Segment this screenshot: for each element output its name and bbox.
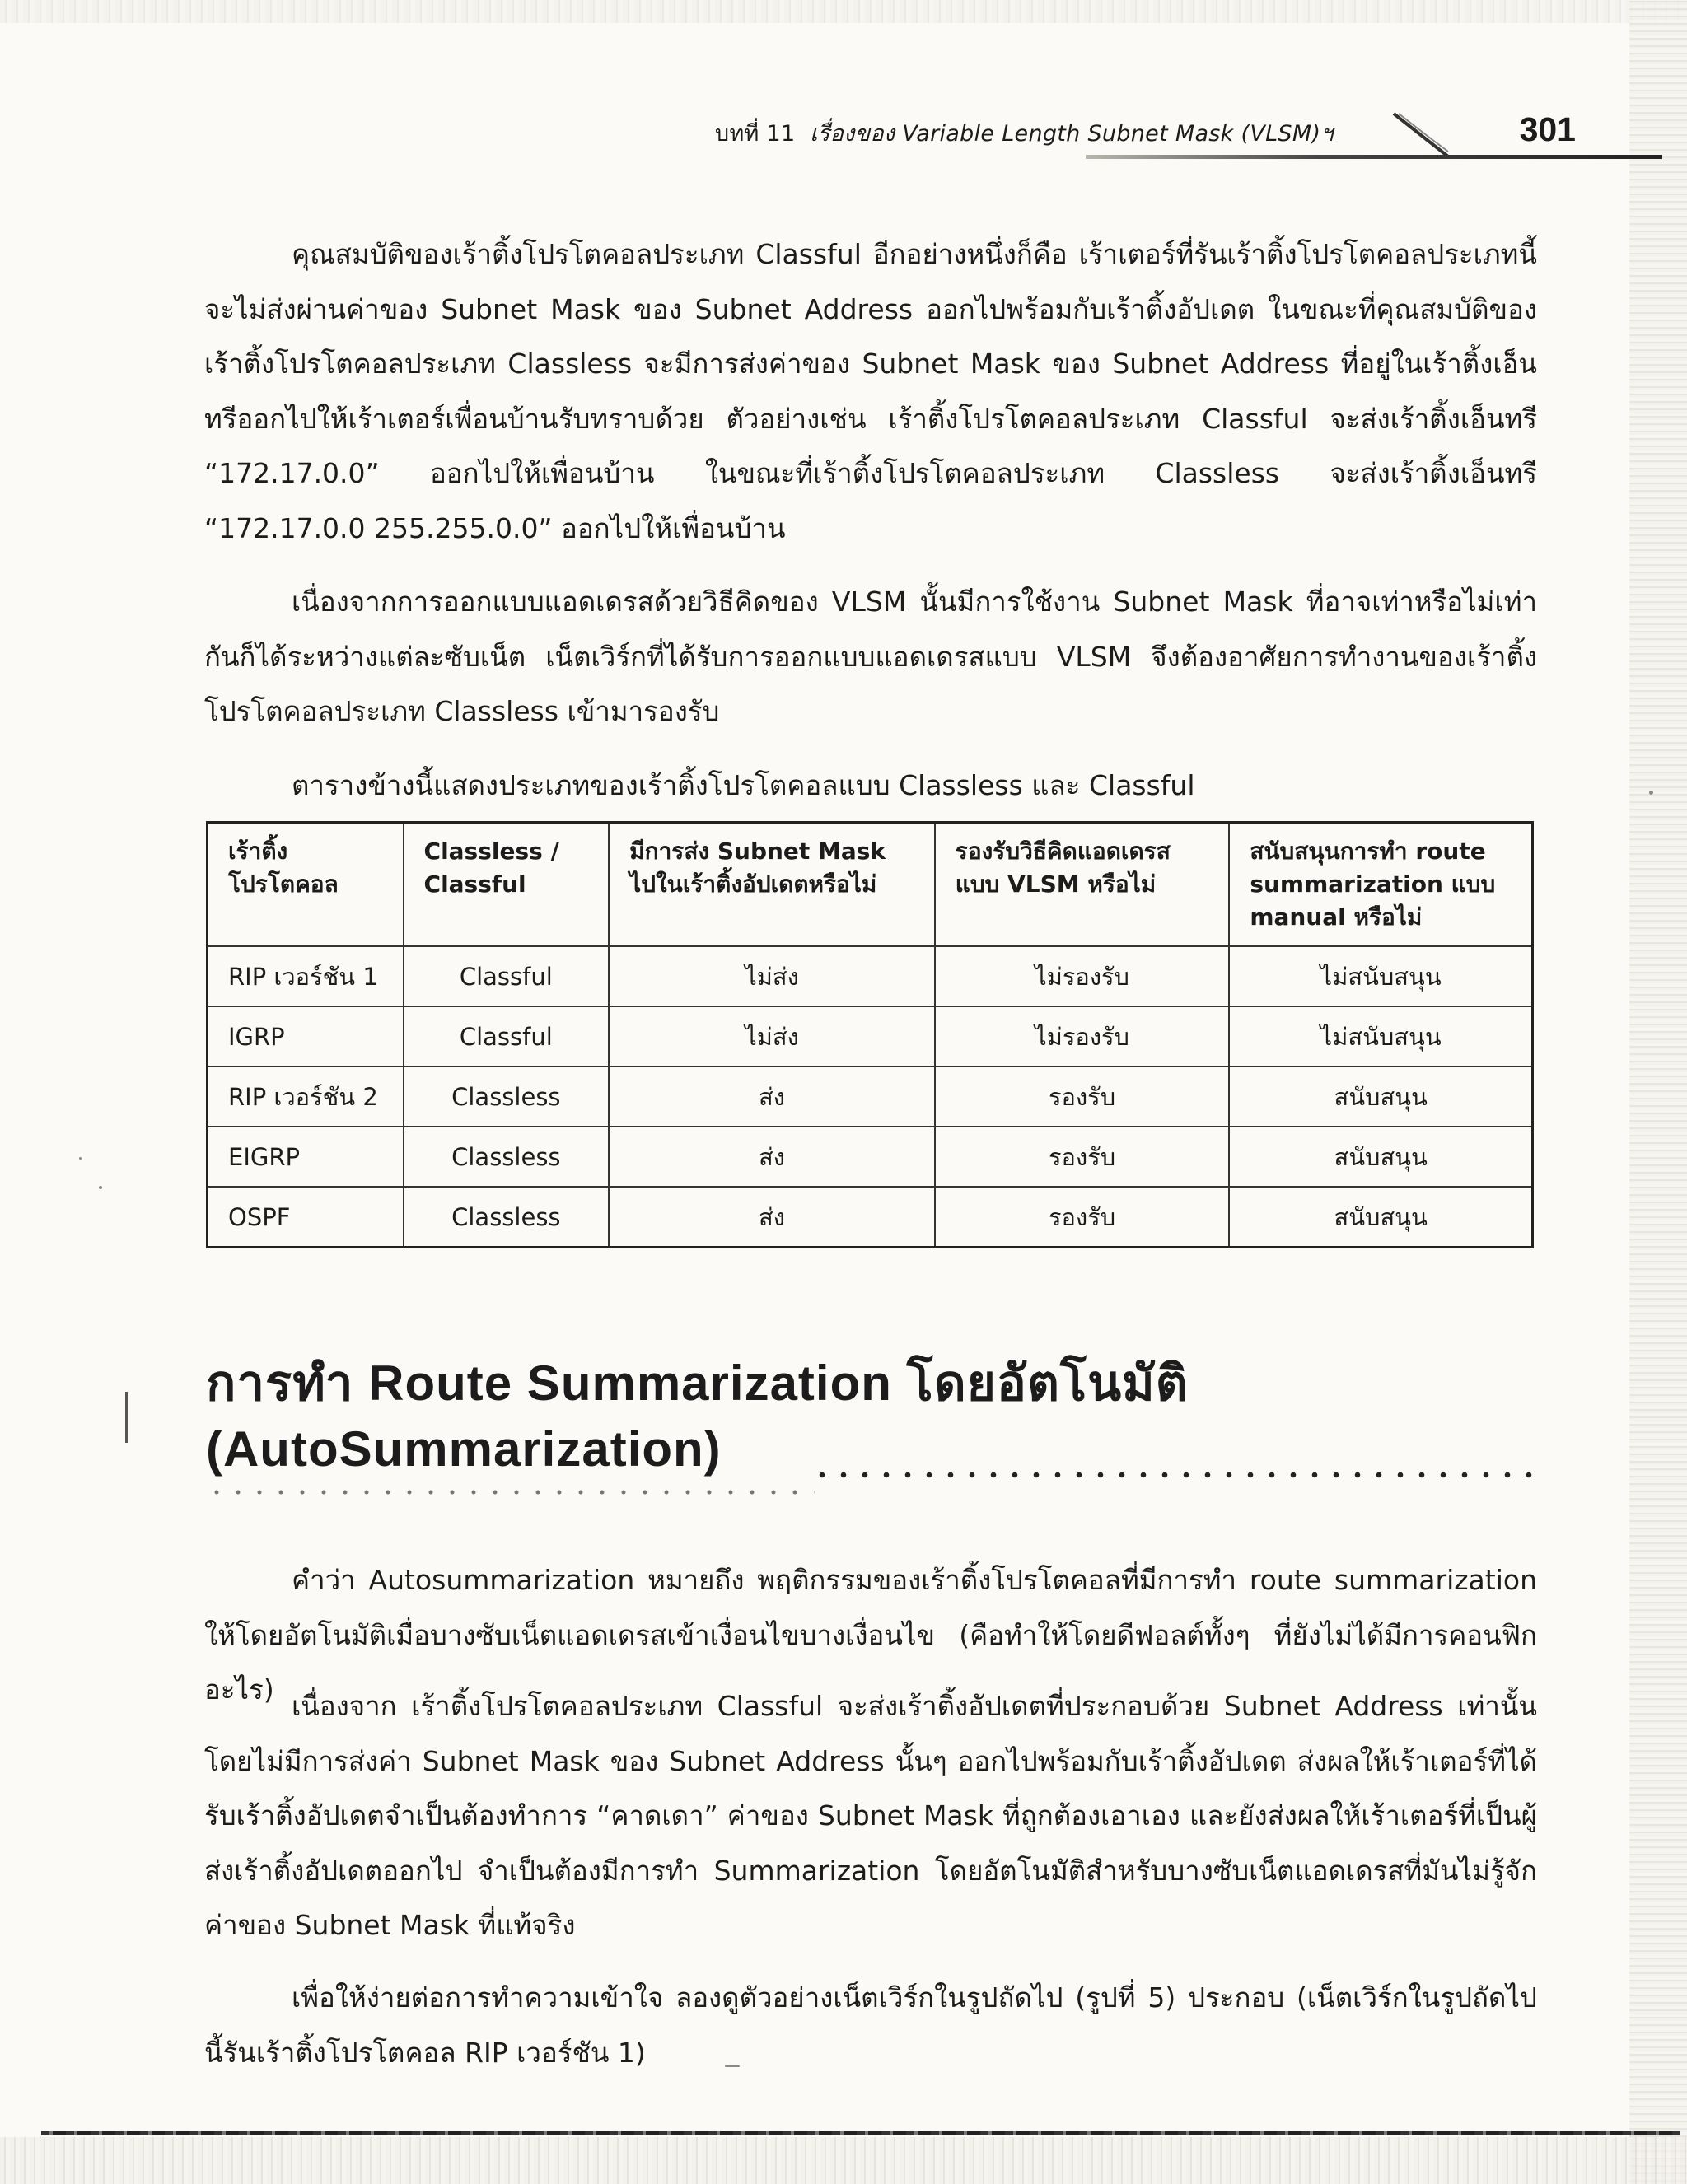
page-number: 301: [1519, 110, 1576, 148]
table-cell: RIP เวอร์ชัน 1: [208, 946, 404, 1006]
table-cell: รองรับ: [935, 1066, 1230, 1127]
table-cell: Classless: [404, 1066, 610, 1127]
chapter-subtitle: เรื่องของ Variable Length Subnet Mask (VLSM)ฯ: [810, 121, 1334, 147]
table-cell: Classful: [404, 946, 610, 1006]
scan-edge-top: [0, 0, 1687, 23]
paragraph-figure-reference: เพื่อให้ง่ายต่อการทำความเข้าใจ ลองดูตัวอย่างเน็ตเวิร์กในรูปถัดไป (รูปที่ 5) ประกอบ (เน็ตเวิร์กในรูปถัดไปนี้รันเร้าติ้งโปรโตคอล RIP เวอร์ชัน 1): [204, 1981, 1537, 2069]
table-cell: Classless: [404, 1127, 610, 1187]
table-cell: ไม่สนับสนุน: [1229, 946, 1532, 1006]
table-row: [208, 1066, 1533, 1127]
table-cell: รองรับ: [935, 1187, 1230, 1248]
table-cell: Classful: [404, 1006, 610, 1066]
header-rule: [1086, 155, 1662, 159]
paragraph-autosummarization-definition: คำว่า Autosummarization หมายถึง พฤติกรรมของเร้าติ้งโปรโตคอลที่มีการทำ route summarization ให้โดยอัตโนมัติเมื่อบางซับเน็ตแอดเดรสเข้าเงื่อนไขบางเงื่อนไข (คือทำให้โดยดีฟอลต์ทั้งๆ ที่ยังไม่ได้มีการคอนฟิกอะไร): [204, 1564, 1537, 1706]
table-header-cell: รองรับวิธีคิดแอดเดรส แบบ VLSM หรือไม่: [935, 823, 1230, 947]
section-heading-line1: การทำ Route Summarization โดยอัตโนมัติ: [206, 1356, 1189, 1411]
heading-dotted-underline: [206, 1489, 815, 1496]
table-cell: IGRP: [208, 1006, 404, 1066]
table-cell: Classless: [404, 1187, 610, 1248]
table-header-cell: มีการส่ง Subnet Mask ไปในเร้าติ้งอัปเดตหรือไม่: [609, 823, 935, 947]
scan-edge-right: [1629, 0, 1687, 2184]
table-cell: ไม่รองรับ: [935, 946, 1230, 1006]
table-cell: ส่ง: [609, 1127, 935, 1187]
section-heading: [206, 1351, 1540, 1482]
table-header-cell: เร้าติ้งโปรโตคอล: [208, 823, 404, 947]
table-cell: สนับสนุน: [1229, 1187, 1532, 1248]
header-swoosh-decoration: [1392, 110, 1450, 160]
paragraph-classful-properties: คุณสมบัติของเร้าติ้งโปรโตคอลประเภท Classful อีกอย่างหนึ่งก็คือ เร้าเตอร์ที่รันเร้าติ้งโปรโตคอลประเภทนี้จะไม่ส่งผ่านค่าของ Subnet Mask ของ Subnet Address ออกไปพร้อมกับเร้าติ้งอัปเดต ในขณะที่คุณสมบัติของเร้าติ้งโปรโตคอลประเภท Classless จะมีการส่งค่าของ Subnet Mask ของ Subnet Address ที่อยู่ในเร้าติ้งเอ็นทรีออกไปให้เร้าเตอร์เพื่อนบ้านรับทราบด้วย ตัวอย่างเช่น เร้าติ้งโปรโตคอลประเภท Classful จะส่งเร้าติ้งเอ็นทรี “172.17.0.0” ออกไปให้เพื่อนบ้าน ในขณะที่เร้าติ้งโปรโตคอลประเภท Classless จะส่งเร้าติ้งเอ็นทรี “172.17.0.0 255.255.0.0” ออกไปให้เพื่อนบ้าน: [204, 238, 1537, 544]
table-cell: ไม่ส่ง: [609, 1006, 935, 1066]
scan-speck: [1649, 791, 1653, 795]
table-row: [208, 1187, 1533, 1248]
table-cell: RIP เวอร์ชัน 2: [208, 1066, 404, 1127]
table-cell: EIGRP: [208, 1127, 404, 1187]
table-cell: รองรับ: [935, 1127, 1230, 1187]
paragraph-classful-guessing: เนื่องจาก เร้าติ้งโปรโตคอลประเภท Classful จะส่งเร้าติ้งอัปเดตที่ประกอบด้วย Subnet Address เท่านั้นโดยไม่มีการส่งค่า Subnet Mask ของ Subnet Address นั้นๆ ออกไปพร้อมกับเร้าติ้งอัปเดต ส่งผลให้เร้าเตอร์ที่ได้รับเร้าติ้งอัปเดตจำเป็นต้องทำการ “คาดเดา” ค่าของ Subnet Mask ที่ถูกต้องเอาเอง และยังส่งผลให้เร้าเตอร์ที่เป็นผู้ส่งเร้าติ้งอัปเดตออกไป จำเป็นต้องมีการทำ Summarization โดยอัตโนมัติสำหรับบางซับเน็ตแอดเดรสที่มันไม่รู้จักค่าของ Subnet Mask ที่แท้จริง: [204, 1690, 1537, 1941]
table-cell: ไม่สนับสนุน: [1229, 1006, 1532, 1066]
header-text: [715, 115, 1334, 151]
table-row: [208, 1006, 1533, 1066]
table-row: [208, 1127, 1533, 1187]
chapter-label: บทที่ 11: [715, 121, 796, 147]
paragraph-table-intro: ตารางข้างนี้แสดงประเภทของเร้าติ้งโปรโตคอลแบบ Classless และ Classful: [292, 769, 1195, 801]
table-cell: สนับสนุน: [1229, 1127, 1532, 1187]
scan-speck: [79, 1157, 82, 1160]
table-row: [208, 946, 1533, 1006]
scan-edge-bottom: [0, 2137, 1687, 2184]
table-cell: ไม่ส่ง: [609, 946, 935, 1006]
table-cell: สนับสนุน: [1229, 1066, 1532, 1127]
paragraph-vlsm-classless: เนื่องจากการออกแบบแอดเดรสด้วยวิธีคิดของ VLSM นั้นมีการใช้งาน Subnet Mask ที่อาจเท่าหรือไม่เท่ากันก็ได้ระหว่างแต่ละซับเน็ต เน็ตเวิร์กที่ได้รับการออกแบบแอดเดรสแบบ VLSM จึงต้องอาศัยการทำงานของเร้าติ้งโปรโตคอลประเภท Classless เข้ามารองรับ: [204, 586, 1537, 727]
table-header-cell: สนับสนุนการทำ route summarization แบบ manual หรือไม่: [1229, 823, 1532, 947]
scan-speck: [725, 2065, 740, 2067]
routing-protocol-table: [206, 821, 1534, 1248]
section-heading-line2: (AutoSummarization): [206, 1421, 722, 1477]
table-header-cell: Classless / Classful: [404, 823, 610, 947]
heading-dotted-leader: [811, 1471, 1544, 1479]
table-header-row: [208, 823, 1533, 947]
table-cell: ไม่รองรับ: [935, 1006, 1230, 1066]
table-cell: OSPF: [208, 1187, 404, 1248]
table-cell: ส่ง: [609, 1066, 935, 1127]
scan-speck: [99, 1186, 102, 1189]
table-cell: ส่ง: [609, 1187, 935, 1248]
margin-mark: [125, 1392, 128, 1443]
bottom-rule: [41, 2131, 1680, 2135]
